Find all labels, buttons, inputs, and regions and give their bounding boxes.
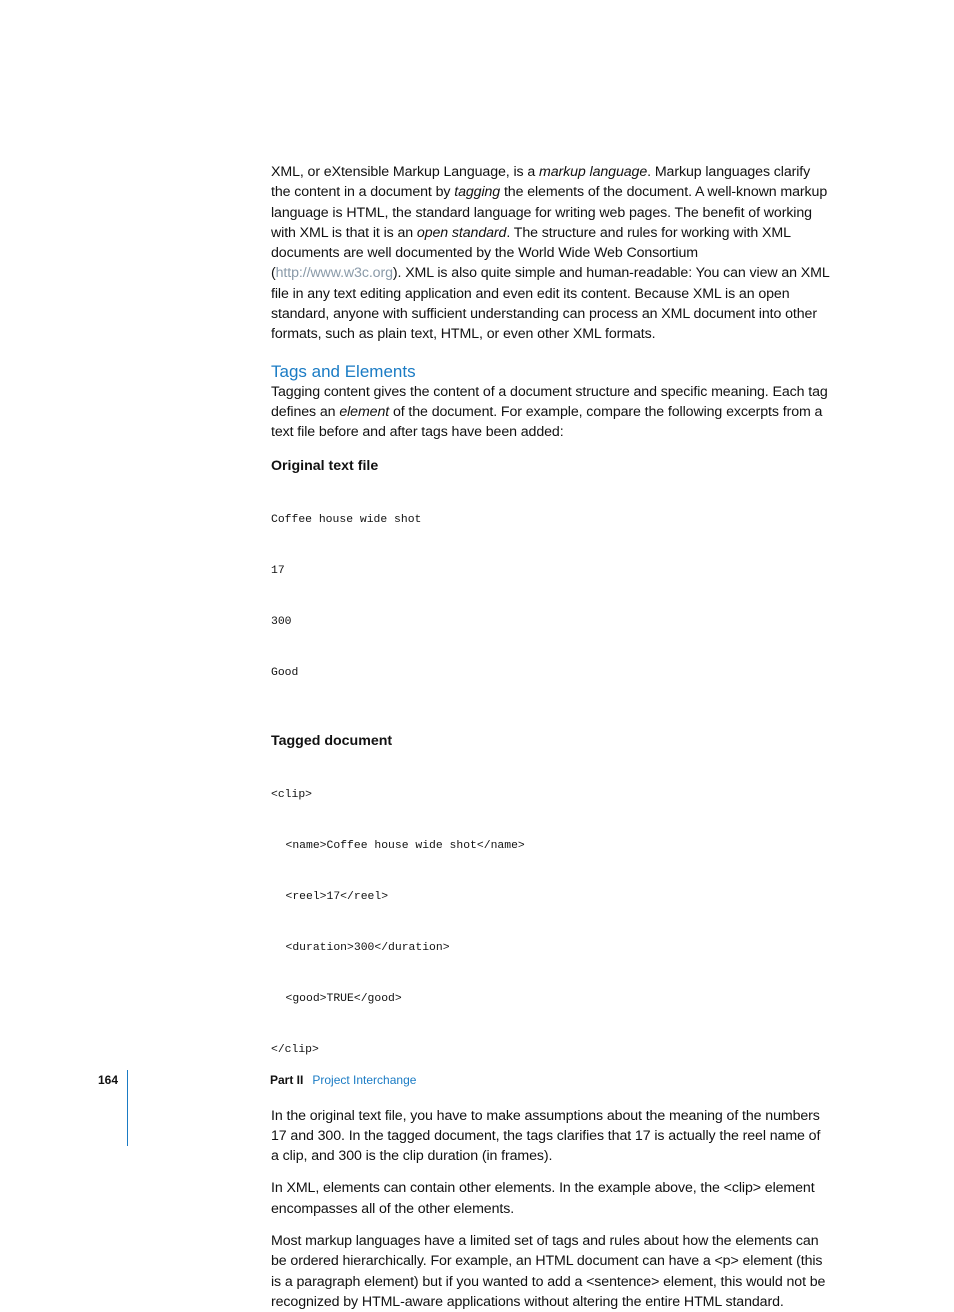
intro-paragraph: [271, 162, 831, 345]
code-line: <good>TRUE</good>: [285, 992, 402, 1005]
code-line: <clip>: [271, 788, 313, 801]
intro-term-markup-language: markup language: [539, 164, 648, 180]
page-number: 164: [98, 1073, 119, 1087]
section-term-element: element: [339, 403, 390, 420]
intro-text-1: XML, or eXtensible Markup Language, is a: [271, 164, 539, 180]
intro-text-3: the elements of the document. A well-known markup language is HTML, the standard language for writing web pages. The benefit of working with XML is that it is an: [271, 184, 828, 241]
original-code-block: [271, 478, 831, 716]
intro-text-2: . Markup languages clarify the content in a document by: [271, 164, 811, 201]
section-title: Tags and Elements: [271, 361, 416, 381]
intro-text-5: ). XML is also quite simple and human-readable: You can view an XML file in any text editing application and even edit its content. Because XML is an open standard, anyone with sufficient understanding can process an XML document into other formats, such as plain text, HTML, or even other XML formats.: [271, 265, 830, 343]
original-text-file-heading: Original text file: [271, 457, 379, 474]
section-text-2: of the document. For example, compare the following excerpts from a text file before and after tags have been added:: [271, 403, 823, 441]
code-line: </clip>: [271, 1043, 319, 1056]
intro-term-tagging: tagging: [454, 184, 501, 201]
code-line: <reel>17</reel>: [285, 890, 389, 903]
part-label: Part II: [270, 1073, 304, 1087]
section-text-1: Tagging content gives the content of a document structure and specific meaning. Each tag defines an: [271, 383, 828, 420]
code-line: Coffee house wide shot: [271, 513, 422, 526]
paragraph-markup-limits: Most markup languages have a limited set of tags and rules about how the elements can be ordered hierarchically. For example, an HTML document can have a <p> element (this is a paragraph element) but if you wanted to add a <sentence> element, this would not be recognized by HTML-aware applications without altering the entire HTML standard.: [271, 1233, 826, 1310]
code-line: 300: [271, 615, 292, 628]
part-name-link[interactable]: Project Interchange: [312, 1073, 417, 1087]
paragraph-assumptions: In the original text file, you have to make assumptions about the meaning of the numbers 17 and 300. In the tagged document, the tags clarifies that 17 is actually the reel name of a clip, and 300 is the clip duration (in frames).: [271, 1107, 821, 1165]
code-line: <duration>300</duration>: [285, 941, 450, 954]
section-paragraph: [271, 382, 831, 443]
page-content: [271, 162, 831, 1312]
tagged-document-heading: Tagged document: [271, 732, 393, 749]
intro-term-open-standard: open standard: [416, 224, 507, 241]
code-line: Good: [271, 666, 299, 679]
w3c-link[interactable]: http://www.w3c.org: [275, 265, 393, 282]
code-line: 17: [271, 564, 285, 577]
paragraph-nested-elements: In XML, elements can contain other elements. In the example above, the <clip> element encompasses all of the other elements.: [271, 1180, 815, 1217]
intro-text-4: . The structure and rules for working with XML documents are well documented by the World Wide Web Consortium (: [271, 224, 791, 282]
code-line: <name>Coffee house wide shot</name>: [285, 839, 525, 852]
tagged-code-block: [271, 753, 831, 1093]
footer-divider: [127, 1070, 128, 1146]
footer-part-info: [270, 1073, 416, 1087]
